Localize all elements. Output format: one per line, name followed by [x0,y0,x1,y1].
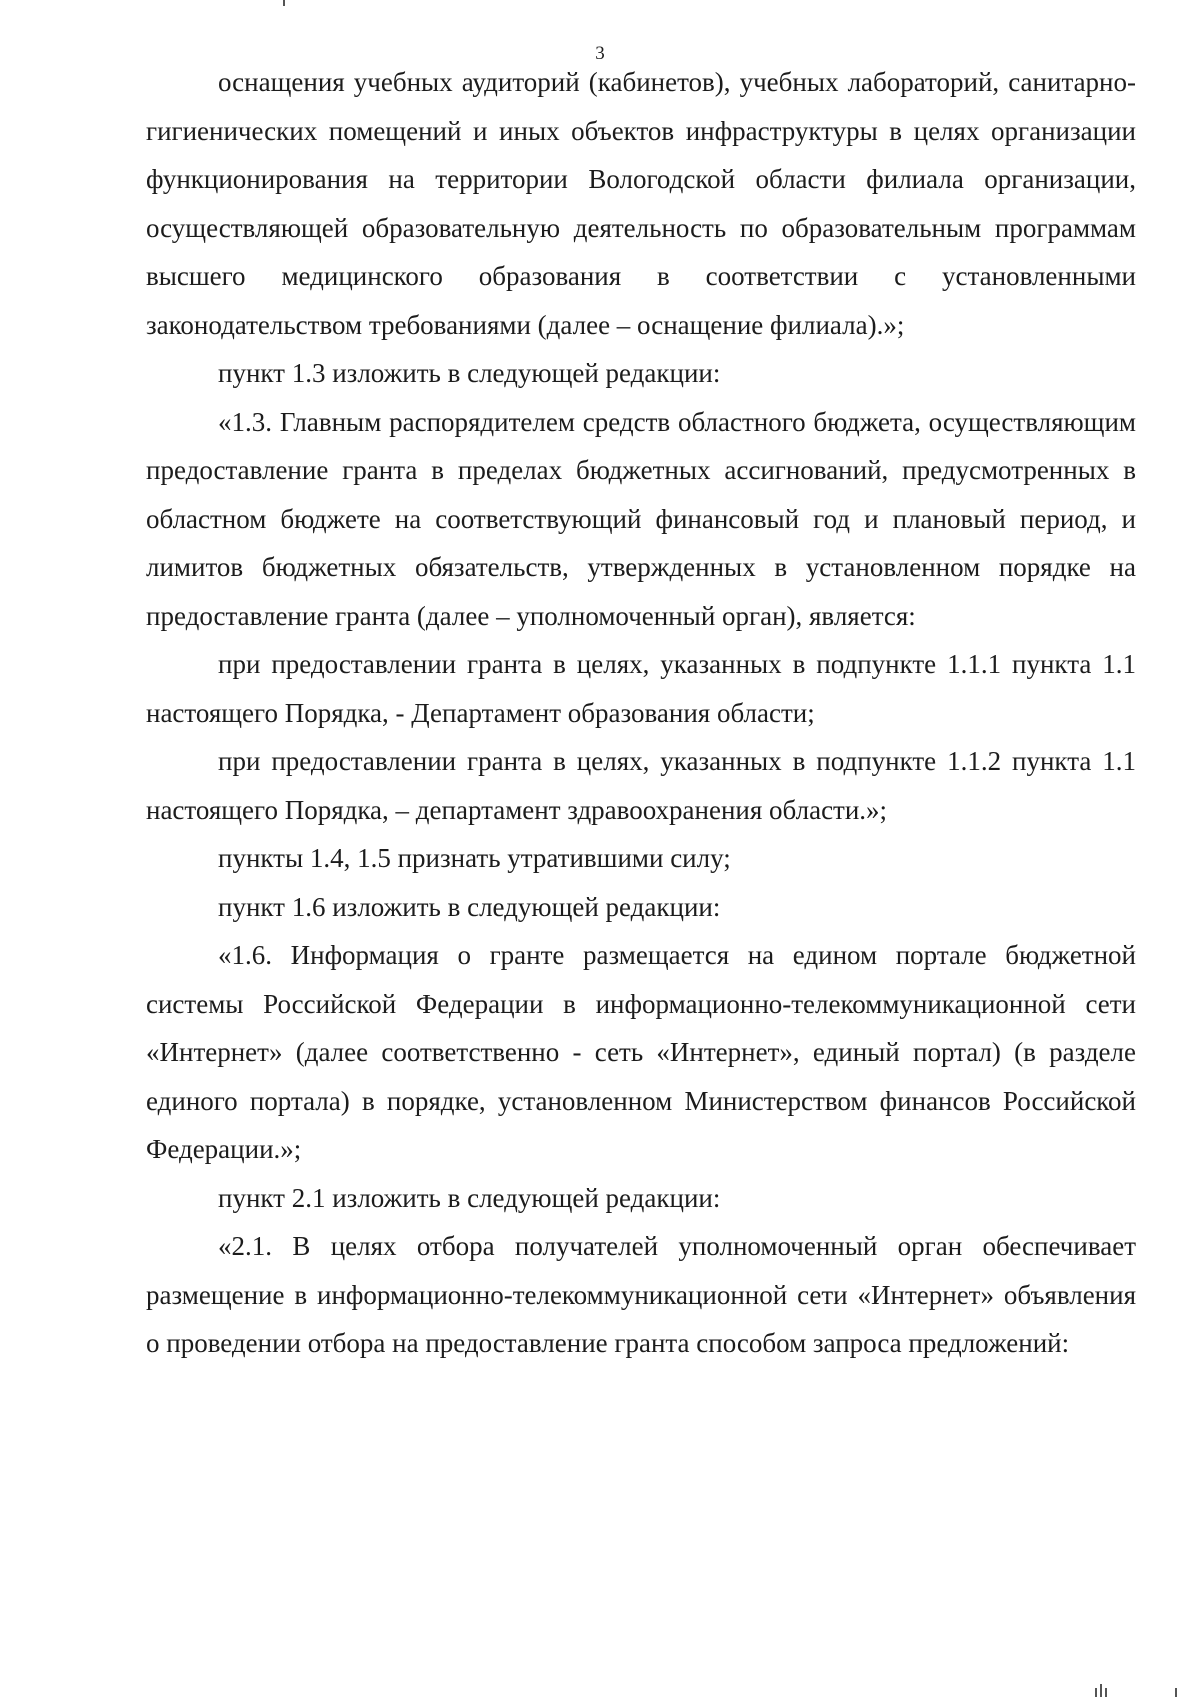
paragraph-repeal-1-4-1-5: пункты 1.4, 1.5 признать утратившими силу; [218,843,731,873]
paragraph-clause-2-1: «2.1. В целях отбора получателей уполномоченный орган обеспечивает размещение в информационно-телекоммуникационной сети «Интернет» объявления о проведении отбора на предоставление гранта способом запроса предложений: [146,1231,1136,1358]
paragraph-clause-1-3: «1.3. Главным распорядителем средств областного бюджета, осуществляющим предоставление гранта в пределах бюджетных ассигнований, предусмотренных в областном бюджете на соответствующий финансовый год и плановый период, и лимитов бюджетных обязательств, утвержденных в установленном порядке на предоставление гранта (далее – уполномоченный орган), является: [146,406,1136,631]
page-number: 3 [595,43,605,64]
scan-artifact-top [283,0,285,6]
paragraph-clause-1-6: «1.6. Информация о гранте размещается на едином портале бюджетной системы Российской Федерации в информационно-телекоммуникационной сети «Интернет» (далее соответственно - сеть «Интернет», единый портал) (в разделе единого портала) в порядке, установленном Министерством финансов Российской Федерации.»; [146,940,1136,1164]
paragraph-amend-1-3: пункт 1.3 изложить в следующей редакции: [218,358,721,388]
scan-artifact-bottom-right-2 [1100,1684,1102,1697]
document-body [146,58,1136,1368]
scan-artifact-bottom-right-4 [1175,1688,1177,1697]
paragraph-grant-education: при предоставлении гранта в целях, указанных в подпункте 1.1.1 пункта 1.1 настоящего Порядка, - Департамент образования области; [146,649,1136,728]
paragraph-grant-health: при предоставлении гранта в целях, указанных в подпункте 1.1.2 пункта 1.1 настоящего Порядка, – департамент здравоохранения области.»; [146,746,1136,825]
scan-artifact-bottom-right-1 [1095,1688,1097,1697]
paragraph-equipment-definition: оснащения учебных аудиторий (кабинетов), учебных лабораторий, санитарно-гигиенических помещений и иных объектов инфраструктуры в целях организации функционирования на территории Вологодской области филиала организации, осуществляющей образовательную деятельность по образовательным программам высшего медицинского образования в соответствии с установленными законодательством требованиями (далее – оснащение филиала).»; [146,67,1136,340]
paragraph-amend-1-6: пункт 1.6 изложить в следующей редакции: [218,891,721,922]
scan-artifact-bottom-right-3 [1105,1688,1107,1697]
paragraph-amend-2-1: пункт 2.1 изложить в следующей редакции: [218,1182,721,1213]
